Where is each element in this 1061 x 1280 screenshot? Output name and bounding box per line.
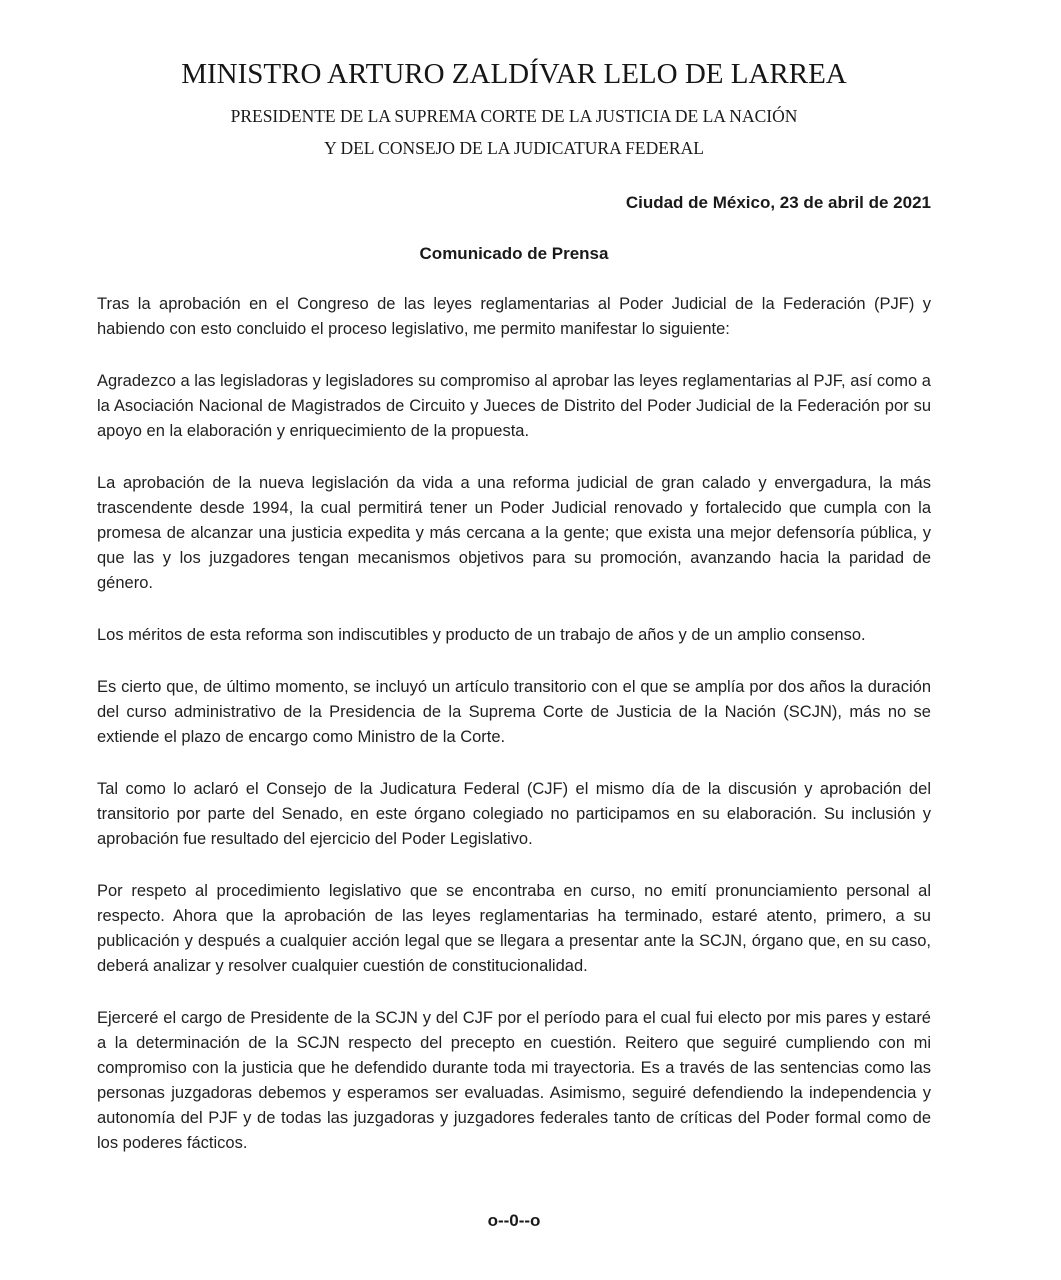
- end-of-document-mark: o--0--o: [487, 1211, 541, 1230]
- body-paragraph: Es cierto que, de último momento, se incluyó un artículo transitorio con el que se amplía por dos años la duración del curso administrativo de la Presidencia de la Suprema Corte de Justicia de la Nación (SCJN), más no se extiende el plazo de encargo como Ministro de la Corte.: [97, 678, 931, 746]
- body-paragraph: Ejerceré el cargo de Presidente de la SCJN y del CJF por el período para el cual fui electo por mis pares y estaré a la determinación de la SCJN respecto del precepto en cuestión. Reitero que seguiré cumpliendo con mi compromiso con la justicia que he defendido durante toda mi trayectoria. Es a través de las sentencias como las personas juzgadoras debemos y esperamos ser evaluadas. Asimismo, seguiré defendiendo la independencia y autonomía del PJF y de todas las juzgadoras y juzgadores federales tanto de críticas del Poder formal como de los poderes fácticos.: [97, 1009, 931, 1152]
- body-paragraph: Tal como lo aclaró el Consejo de la Judicatura Federal (CJF) el mismo día de la discusión y aprobación del transitorio por parte del Senado, en este órgano colegiado no participamos en su elaboración. Su inclusión y aprobación fue resultado del ejercicio del Poder Legislativo.: [97, 780, 931, 848]
- document-subtitle: [97, 100, 931, 164]
- body-paragraph: La aprobación de la nueva legislación da vida a una reforma judicial de gran calado y envergadura, la más trascendente desde 1994, la cual permitirá tener un Poder Judicial renovado y fortalecido que cumpla con la promesa de alcanzar una justicia expedita y más cercana a la gente; que exista una mejor defensoría pública, y que las y los juzgadores tengan mecanismos objetivos para su promoción, avanzando hacia la paridad de género.: [97, 474, 931, 592]
- subtitle-line-1: PRESIDENTE DE LA SUPREMA CORTE DE LA JUSTICIA DE LA NACIÓN: [230, 106, 798, 126]
- body-paragraph: Tras la aprobación en el Congreso de las leyes reglamentarias al Poder Judicial de la Federación (PJF) y habiendo con esto concluido el proceso legislativo, me permito manifestar lo siguiente:: [97, 295, 931, 338]
- dateline: Ciudad de México, 23 de abril de 2021: [625, 193, 931, 212]
- body-paragraph: Los méritos de esta reforma son indiscutibles y producto de un trabajo de años y de un amplio consenso.: [97, 626, 866, 644]
- document-body: [97, 292, 931, 1156]
- body-paragraph: Agradezco a las legisladoras y legisladores su compromiso al aprobar las leyes reglamentarias al PJF, así como a la Asociación Nacional de Magistrados de Circuito y Jueces de Distrito del Poder Judicial de la Federación por su apoyo en la elaboración y enriquecimiento de la propuesta.: [97, 372, 931, 440]
- press-release-heading: Comunicado de Prensa: [419, 244, 609, 263]
- letterhead: [97, 56, 931, 215]
- document-title: MINISTRO ARTURO ZALDÍVAR LELO DE LARREA: [181, 58, 847, 90]
- subtitle-line-2: Y DEL CONSEJO DE LA JUDICATURA FEDERAL: [324, 138, 704, 158]
- body-paragraph: Por respeto al procedimiento legislativo que se encontraba en curso, no emití pronunciamiento personal al respecto. Ahora que la aprobación de las leyes reglamentarias ha terminado, estaré atento, primero, a su publicación y después a cualquier acción legal que se llegara a presentar ante la SCJN, órgano que, en su caso, deberá analizar y resolver cualquier cuestión de constitucionalidad.: [97, 882, 931, 975]
